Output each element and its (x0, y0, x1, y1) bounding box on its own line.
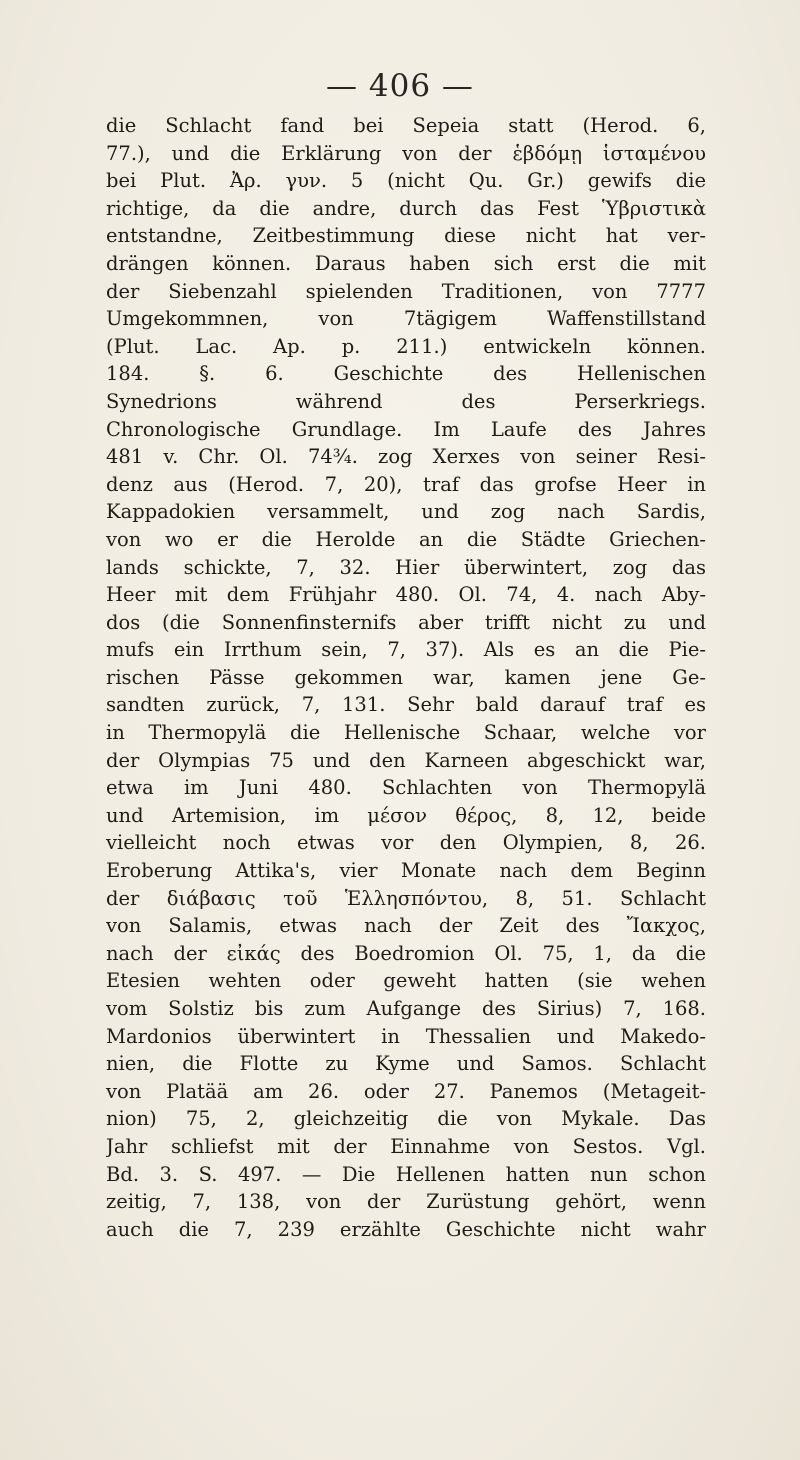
text-line: Umgekommnen, von 7tägigem Waffenstillstand (106, 307, 706, 331)
text-line: auch die 7, 239 erzählte Geschichte nicht wahr (106, 1217, 706, 1241)
text-line: die Schlacht fand bei Sepeia statt (Herod. 6, (106, 114, 706, 137)
text-line: sandten zurück, 7, 131. Sehr bald darauf traf es (106, 693, 706, 717)
text-line: Bd. 3. S. 497. — Die Hellenen hatten nun schon (106, 1162, 706, 1186)
text-line: Synedrions während des Perserkriegs. (106, 389, 706, 413)
text-line: vielleicht noch etwas vor den Olympien, 8, 26. (106, 831, 706, 855)
text-line: Jahr schliefst mit der Einnahme von Sestos. Vgl. (106, 1134, 706, 1158)
text-line: (Plut. Lac. Ap. p. 211.) entwickeln können. (106, 334, 706, 358)
text-line: rischen Pässe gekommen war, kamen jene Ge- (106, 665, 706, 689)
text-line: 184. §. 6. Geschichte des Hellenischen (106, 362, 706, 386)
text-line: drängen können. Daraus haben sich erst die mit (106, 251, 706, 275)
text-line: denz aus (Herod. 7, 20), traf das grofse Heer in (106, 472, 706, 496)
text-line: nion) 75, 2, gleichzeitig die von Mykale. Das (106, 1107, 706, 1131)
text-line: bei Plut. Ἀρ. γυν. 5 (nicht Qu. Gr.) gewifs die (106, 169, 706, 193)
text-line: der Siebenzahl spielenden Traditionen, von 7777 (106, 279, 706, 303)
text-line: Etesien wehten oder geweht hatten (sie wehen (106, 969, 706, 993)
text-line: 481 v. Chr. Ol. 74¾. zog Xerxes von seiner Resi- (106, 445, 706, 469)
text-line: Chronologische Grundlage. Im Laufe des Jahres (106, 417, 706, 441)
text-line: lands schickte, 7, 32. Hier überwintert, zog das (106, 555, 706, 579)
page-number: — 406 — (326, 68, 474, 104)
text-line: Heer mit dem Frühjahr 480. Ol. 74, 4. nach Aby- (106, 583, 706, 607)
text-line: von wo er die Herolde an die Städte Griechen- (106, 527, 706, 551)
text-line: etwa im Juni 480. Schlachten von Thermopylä (106, 776, 706, 800)
text-line: der Olympias 75 und den Karneen abgeschickt war, (106, 748, 706, 772)
text-line: der διάβασις τοῦ Ἑλλησπόντου, 8, 51. Schlacht (106, 886, 706, 910)
text-line: Mardonios überwintert in Thessalien und Makedo- (106, 1024, 706, 1048)
body-text (106, 112, 706, 1243)
text-line: von Salamis, etwas nach der Zeit des Ἴακχος, (106, 914, 706, 938)
text-line: nach der εἰκάς des Boedromion Ol. 75, 1, da die (106, 941, 706, 965)
text-line: 77.), und die Erklärung von der ἑβδόμῃ ἱσταμένου (106, 141, 706, 165)
text-line: nien, die Flotte zu Kyme und Samos. Schlacht (106, 1052, 706, 1076)
text-line: entstandne, Zeitbestimmung diese nicht hat ver- (106, 224, 706, 248)
text-line: von Platää am 26. oder 27. Panemos (Metageit- (106, 1079, 706, 1103)
text-line: Kappadokien versammelt, und zog nach Sardis, (106, 500, 706, 524)
text-line: zeitig, 7, 138, von der Zurüstung gehört, wenn (106, 1190, 706, 1214)
text-line: richtige, da die andre, durch das Fest Ὑβριστικὰ (106, 196, 706, 220)
text-line: dos (die Sonnenfinsternifs aber trifft nicht zu und (106, 610, 706, 634)
text-line: und Artemision, im μέσον θέρος, 8, 12, beide (106, 803, 706, 827)
text-line: vom Solstiz bis zum Aufgange des Sirius) 7, 168. (106, 997, 706, 1020)
text-line: mufs ein Irrthum sein, 7, 37). Als es an die Pie- (106, 638, 706, 662)
text-line: Eroberung Attika's, vier Monate nach dem Beginn (106, 859, 706, 883)
text-line: in Thermopylä die Hellenische Schaar, welche vor (106, 721, 706, 745)
